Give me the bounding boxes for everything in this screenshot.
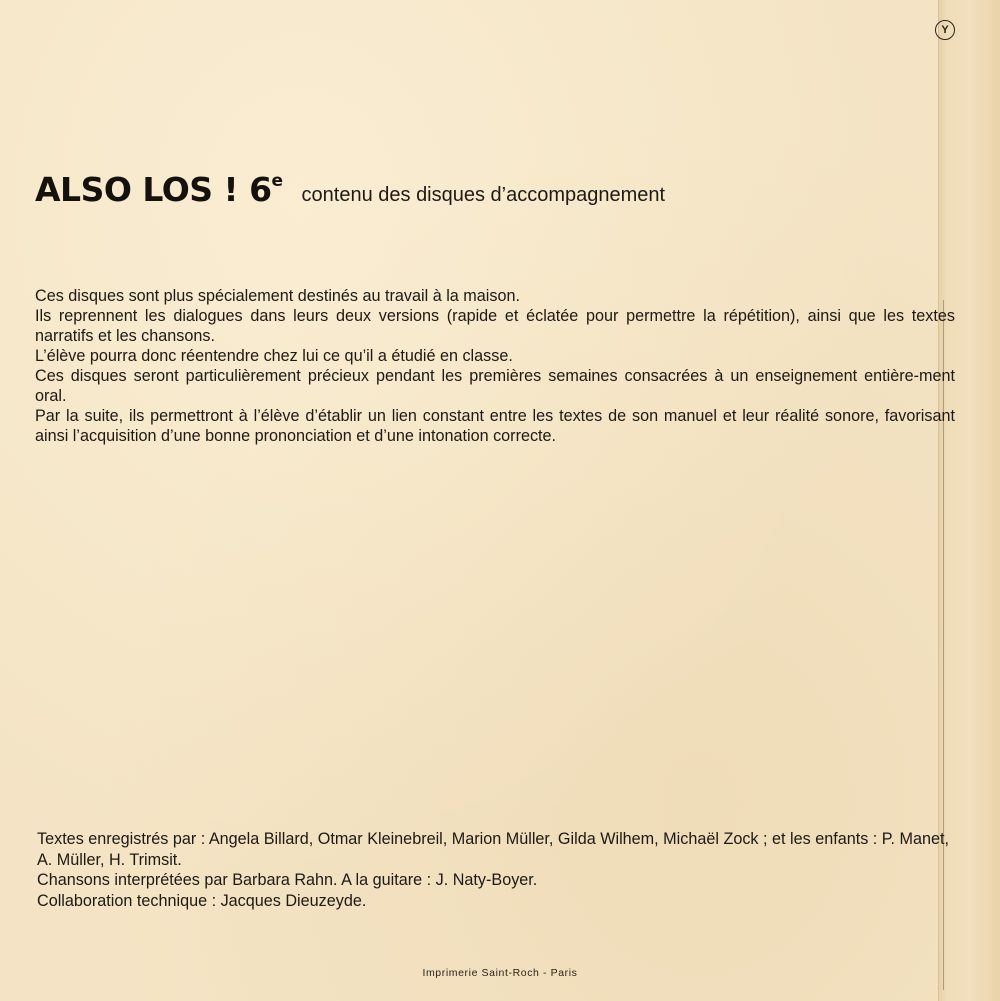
intro-paragraph: Ces disques seront particulièrement précieux pendant les premières semaines consacrées à un enseignement entière-ment oral. (35, 367, 955, 405)
credits-line: Textes enregistrés par : Angela Billard, Otmar Kleinebreil, Marion Müller, Gilda Wilhem, Michaël Zock ; et les enfants : P. Manet, A. Müller, H. Trimsit. (37, 830, 949, 869)
album-title: ALSO LOS ! 6 (35, 170, 272, 209)
intro-paragraph: Ils reprennent les dialogues dans leurs deux versions (rapide et éclatée pour permettre la répétition), ainsi que les textes narratifs et les chansons. (35, 307, 955, 345)
title-row (35, 170, 665, 209)
intro-paragraph: Ces disques sont plus spécialement destinés au travail à la maison. (35, 287, 520, 305)
album-title-superscript: e (271, 171, 284, 191)
credits-line: Collaboration technique : Jacques Dieuzeyde. (37, 891, 367, 910)
album-subtitle: contenu des disques d’accompagnement (301, 184, 666, 206)
credits-line: Chansons interprétées par Barbara Rahn. A la guitare : J. Naty-Boyer. (37, 871, 538, 889)
intro-paragraph: Par la suite, ils permettront à l’élève d’établir un lien constant entre les textes de son manuel et leur réalité sonore, favorisant ainsi l’acquisition d’une bonne prononciation et d’une intonation correcte. (35, 407, 955, 445)
printer-imprint: Imprimerie Saint-Roch - Paris (422, 967, 578, 979)
publisher-logo: Y (935, 20, 955, 40)
intro-text (35, 286, 955, 446)
intro-paragraph: L’élève pourra donc réentendre chez lui ce qu’il a étudié en classe. (35, 347, 513, 365)
credits-block (37, 829, 957, 911)
